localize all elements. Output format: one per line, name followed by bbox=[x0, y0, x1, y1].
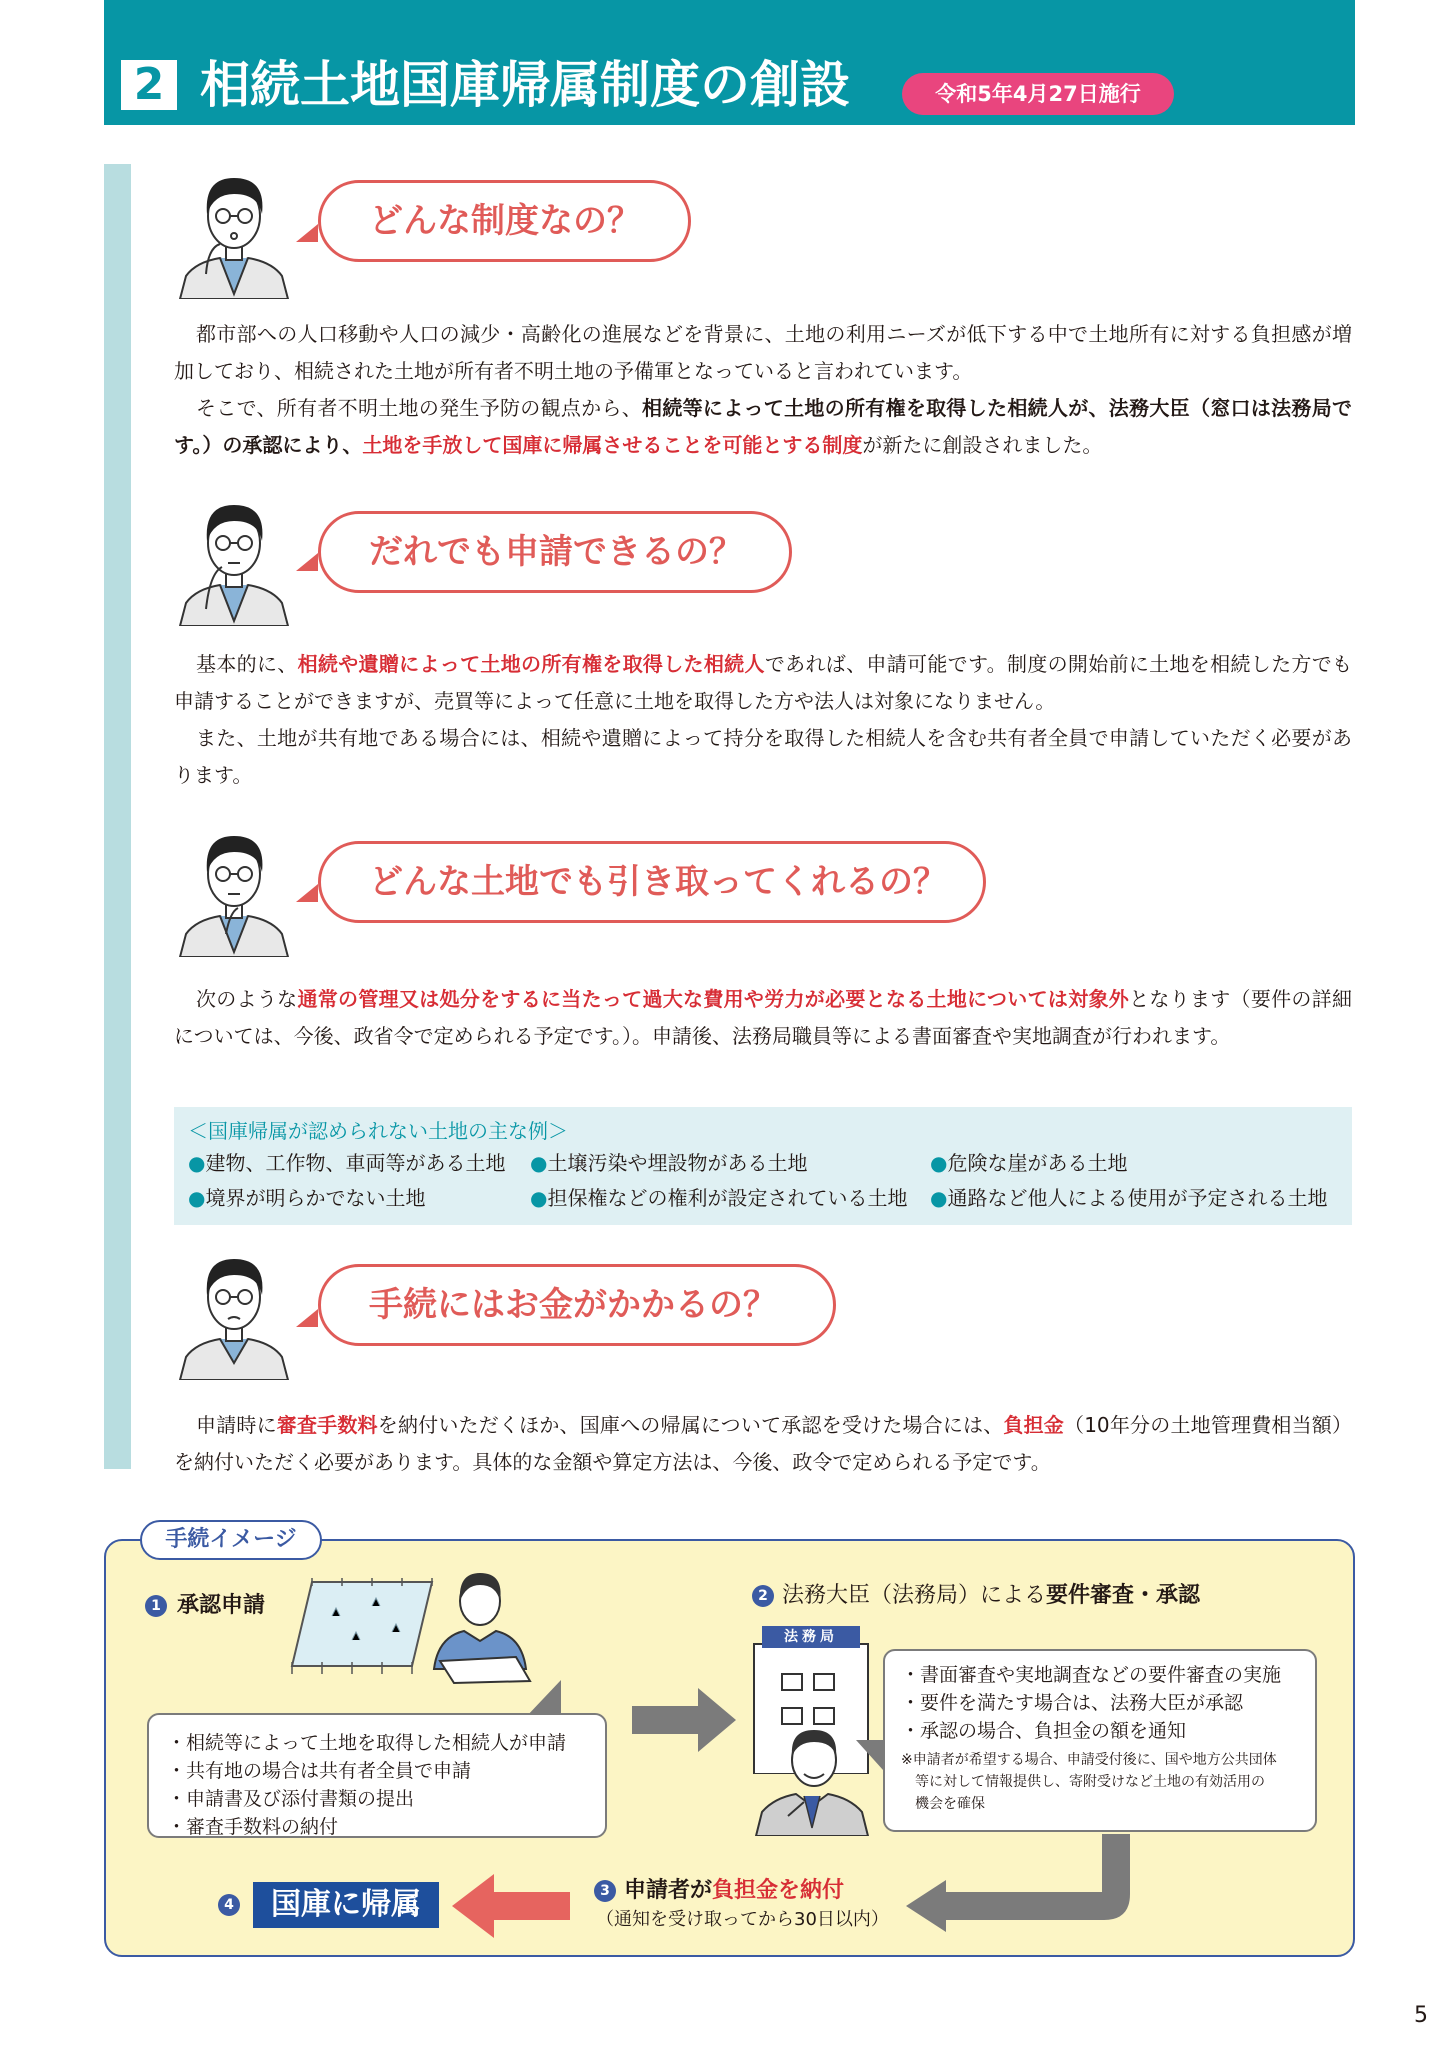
arrow-down-left-icon bbox=[902, 1834, 1138, 1934]
body-text: を納付いただくほか、国庫への帰属について承認を受けた場合には、 bbox=[377, 1413, 1004, 1437]
note-line: 等に対して情報提供し、寄附受けなど土地の有効活用の bbox=[901, 1774, 1265, 1790]
question-bubble-3: どんな土地でも引き取ってくれるの？ bbox=[318, 841, 986, 923]
note-line: ・申請書及び添付書類の提出 bbox=[167, 1788, 415, 1810]
bullet-icon: ● bbox=[530, 1151, 548, 1175]
body-text: が新たに創設されました。 bbox=[862, 433, 1103, 457]
page-number: 5 bbox=[1414, 2003, 1428, 2028]
note-line: ※申請者が希望する場合、申請受付後に、国や地方公共団体 bbox=[901, 1752, 1277, 1768]
body-text: 申請時に bbox=[196, 1413, 277, 1437]
paragraph bbox=[174, 646, 1352, 720]
land-plot-icon bbox=[282, 1576, 442, 1680]
step-number: 3 bbox=[594, 1880, 616, 1902]
note-line: ・承認の場合、負担金の額を通知 bbox=[901, 1720, 1187, 1742]
section-number: 2 bbox=[121, 60, 177, 110]
person-thinking-icon bbox=[176, 491, 292, 626]
section-4-text bbox=[174, 1407, 1352, 1481]
bullet-icon: ● bbox=[530, 1186, 548, 1210]
examples-title: ＜国庫帰属が認められない土地の主な例＞ bbox=[188, 1119, 568, 1143]
emphasis-text: 通常の管理又は処分をするに当たって過大な費用や労力が必要となる土地については対象外 bbox=[297, 987, 1130, 1011]
bubble-tail bbox=[296, 224, 318, 242]
question-bubble-4: 手続にはお金がかかるの？ bbox=[318, 1264, 836, 1346]
bubble-tail bbox=[296, 553, 318, 571]
note-line: ・共有地の場合は共有者全員で申請 bbox=[167, 1760, 472, 1782]
person-thinking-icon bbox=[176, 822, 292, 957]
step-1-notes bbox=[147, 1713, 607, 1838]
section-3-text bbox=[174, 981, 1352, 1055]
bullet-icon: ● bbox=[930, 1151, 948, 1175]
paragraph bbox=[174, 1407, 1352, 1481]
example-item: ●担保権などの権利が設定されている土地 bbox=[530, 1186, 908, 1210]
example-item: ●土壌汚染や埋設物がある土地 bbox=[530, 1151, 808, 1175]
note-line: ・相続等によって土地を取得した相続人が申請 bbox=[167, 1732, 567, 1754]
emphasis-text: 土地を手放して国庫に帰属させることを可能とする制度 bbox=[362, 433, 863, 457]
effective-date-badge: 令和5年4月27日施行 bbox=[902, 73, 1174, 115]
bullet-icon: ● bbox=[930, 1186, 948, 1210]
note-line: 機会を確保 bbox=[901, 1796, 985, 1812]
emphasis-text: 相続や遺贈によって土地の所有権を取得した相続人 bbox=[297, 652, 765, 676]
step-number: 4 bbox=[218, 1894, 240, 1916]
note-line: ・要件を満たす場合は、法務大臣が承認 bbox=[901, 1692, 1244, 1714]
paragraph bbox=[174, 981, 1352, 1055]
example-item: ●危険な崖がある土地 bbox=[930, 1151, 1128, 1175]
step-2-title: 法務大臣（法務局）による要件審査・承認 bbox=[782, 1583, 1201, 1608]
building-sign: 法務局 bbox=[784, 1629, 838, 1645]
body-text: であれば、申請可能です。制度の開始前に土地を相続した方でも申請することができますが、売買等によって任意に土地を取得した方や法人は対象になりません。 bbox=[174, 652, 1353, 713]
paragraph bbox=[174, 390, 1352, 464]
body-text: （10年分の土地管理費相当額）を納付いただく必要があります。具体的な金額や算定方法は、今後、政令で定められる予定です。 bbox=[174, 1413, 1353, 1474]
paragraph bbox=[174, 316, 1352, 390]
step-number: 1 bbox=[145, 1595, 167, 1617]
note-line: ・審査手数料の納付 bbox=[167, 1816, 339, 1838]
bubble-tail bbox=[296, 1309, 318, 1327]
procedure-tab-label: 手続イメージ bbox=[140, 1520, 322, 1560]
arrow-left-icon bbox=[452, 1874, 570, 1938]
emphasis-text: 審査手数料 bbox=[276, 1413, 378, 1437]
step-3-sub: （通知を受け取ってから30日以内） bbox=[596, 1909, 889, 1930]
example-item: ●通路など他人による使用が予定される土地 bbox=[930, 1186, 1328, 1210]
body-text: となります（要件の詳細については、今後、政省令で定められる予定です。）。申請後、法務局職員等による書面審査や実地調査が行われます。 bbox=[174, 987, 1353, 1048]
paragraph bbox=[174, 720, 1352, 794]
bullet-icon: ● bbox=[188, 1186, 206, 1210]
body-text: そこで、所有者不明土地の発生予防の観点から、 bbox=[196, 396, 643, 420]
question-bubble-2: だれでも申請できるの？ bbox=[318, 511, 792, 593]
section-1-text bbox=[174, 316, 1352, 464]
step-4-label: 国庫に帰属 bbox=[253, 1882, 439, 1928]
emphasis-text: 負担金 bbox=[1003, 1413, 1065, 1437]
body-text: また、土地が共有地である場合には、相続や遺贈によって持分を取得した相続人を含む共有者全員で申請していただく必要があります。 bbox=[174, 726, 1352, 787]
body-text: 次のような bbox=[196, 987, 298, 1011]
person-thinking-icon bbox=[176, 164, 292, 299]
example-item: ●建物、工作物、車両等がある土地 bbox=[188, 1151, 506, 1175]
step-1-title: 承認申請 bbox=[177, 1593, 266, 1618]
body-text: 基本的に、 bbox=[196, 652, 298, 676]
note-line: ・書面審査や実地調査などの要件審査の実施 bbox=[901, 1664, 1282, 1686]
page-title: 相続土地国庫帰属制度の創設 bbox=[200, 56, 850, 114]
step-3-title: 申請者が負担金を納付 bbox=[624, 1878, 845, 1903]
body-text: 都市部への人口移動や人口の減少・高齢化の進展などを背景に、土地の利用ニーズが低下する中で土地所有に対する負担感が増加しており、相続された土地が所有者不明土地の予備軍となっていると言われています。 bbox=[174, 322, 1352, 383]
bubble-tail bbox=[296, 884, 318, 902]
section-2-text bbox=[174, 646, 1352, 794]
bold-text: 相続等によって土地の所有権を取得した相続人が、法務大臣（窓口は法務局です。）の承認により、 bbox=[174, 396, 1352, 457]
arrow-right-icon bbox=[632, 1688, 736, 1752]
applicant-woman-icon bbox=[420, 1565, 540, 1685]
side-accent-bar bbox=[104, 164, 131, 1469]
question-bubble-1: どんな制度なの？ bbox=[318, 180, 691, 262]
bullet-icon: ● bbox=[188, 1151, 206, 1175]
example-item: ●境界が明らかでない土地 bbox=[188, 1186, 426, 1210]
step-2-notes bbox=[883, 1649, 1317, 1832]
person-worried-icon bbox=[176, 1245, 292, 1380]
step-number: 2 bbox=[752, 1585, 774, 1607]
official-man-icon bbox=[752, 1716, 872, 1836]
